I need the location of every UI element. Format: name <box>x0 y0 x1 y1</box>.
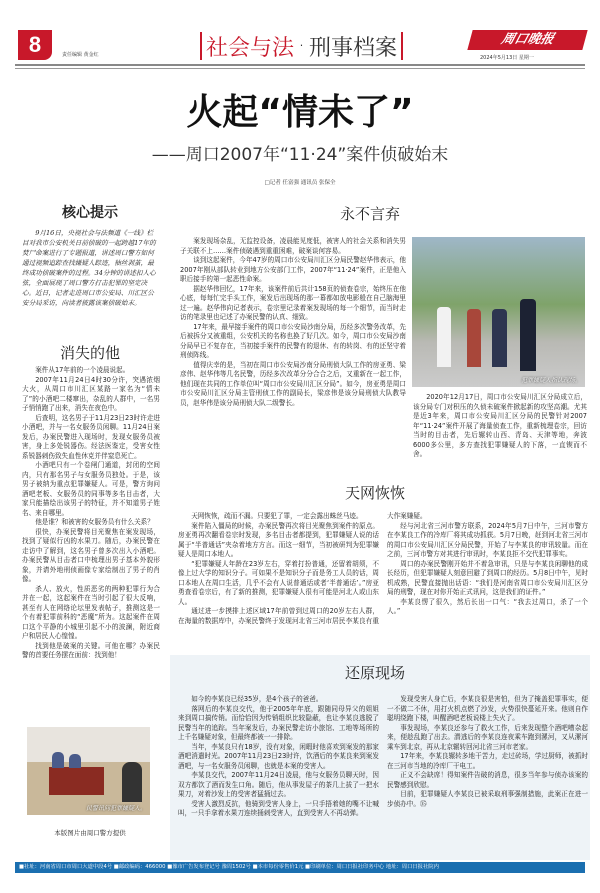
paragraph: 通过进一步摸排上述区域17年前曾到过周口的20岁左右人群，在海量的数据库中，办案民警终于发现河北省三河市居民李某良有重大作案嫌疑。 <box>178 512 427 625</box>
header-rule <box>15 68 585 69</box>
paragraph: 杀人、放火，性质恶劣的两种犯罪行为合并在一起，这起案件在当时引起了很大反响，甚至有人在网络论坛里发表帖子，推测这是一个有着犯罪前科的“恶魔”所为。这起案件在周口这个平静的小城里引起不小的波澜，附近商户和居民人心惶惶。 <box>22 584 160 640</box>
section-heading: 还原现场 <box>344 664 405 682</box>
paragraph: 事发现场，李某良还参与了救火工作，后来发现整个酒吧嘈杂起来，便趁乱跑了出去。潜逃后的李某良连夜乘车跑到漯河，又从漯河乘车到北京，再从北京辗转回河北省三河市老家。 <box>387 723 588 751</box>
interrogation-photo <box>27 727 150 815</box>
footer-bar: ■社址：河南省周口市周口大道中段4号 ■邮政编码：466000 ■豫市广告发布登记号 豫周1502号 ■本市每份零售价1元 ■印刷单位：周口日报社印务中心 地址：周口日报社院内 <box>15 862 585 873</box>
paragraph: 目前，犯罪嫌疑人李某良已被采取刑事强制措施，此案正在进一步侦办中。㉟ <box>387 790 588 808</box>
divider <box>200 32 202 60</box>
scene-photo <box>412 237 585 387</box>
section-text <box>178 512 588 642</box>
paragraph: 案件从17年前的一个凌晨说起。 <box>35 366 130 374</box>
paragraph: 经与河北省三河市警方联系，2024年5月7日中午，三河市警方在李某良工作的冷库厂将其成功抓获。5月7日晚，赶到河北省三河市的周口市公安局川汇区分局民警，开始了与李某良的审讯较量。而在之前，三河市警方对其进行审讯时，李某良拒不交代犯罪事实。 <box>387 521 588 558</box>
paragraph: 谈到这起案件，今年47岁的周口市公安局川汇区分局民警赵华伟表示，他2007年刚从部队转业到地方公安部门工作，2007年“11·24”案件，正是他入职后接手的第一起恶性命案。 <box>180 256 406 283</box>
paragraph: “犯罪嫌疑人年龄在23岁左右，穿着打扮普通，还留着胡须，不像上过大学的知识分子。可如果不是知识分子而是务工人员的话，周口本地人在周口生活，几乎不会有人说普通话或者‘半普通话’。”房亚勇查看卷宗后，有了新的推测，犯罪嫌疑人很有可能是河北人或山东人。 <box>178 559 379 606</box>
paragraph: 如今的李某良已经35岁，是4个孩子的爸爸。 <box>191 695 323 703</box>
header-rule <box>15 64 585 66</box>
paragraph: 天网恢恢，疏而不漏。只要犯了罪，一定会露出蛛丝马迹。 <box>191 512 363 520</box>
person <box>437 307 451 367</box>
section-text <box>413 393 587 460</box>
paragraph: 很快，办案民警将目光聚焦在案发现场，找到了疑似行凶的水果刀。随后，办案民警在走访中了解到，这名男子曾多次出入小酒吧。办案民警从目击者口中梳理出男子基本外貌形象，并请外地刑侦画像专家绘制出了男子的肖像。 <box>22 527 160 583</box>
section-text <box>22 366 160 661</box>
paragraph: 李某良愣了很久，然后长出一口气：“我去过周口，杀了一个人。” <box>387 597 588 615</box>
officer <box>69 754 81 768</box>
paragraph: 受害人激烈反抗，他骑到受害人身上，一只手捂着她的嘴不让喊叫，一只手拿着水果刀连续捅刺受害人，直到受害人不再动弹。 <box>178 799 379 817</box>
person <box>467 309 481 367</box>
police-officer <box>520 299 536 371</box>
section-text <box>180 237 406 408</box>
section-text <box>178 695 588 855</box>
suspect <box>122 762 142 802</box>
paragraph: 17年来，最早接手案件的周口市公安局沙南分局，历经多次警务改革，先后被拆分又被重组，公安机关的名称也换了好几次。如今，周口市公安局沙南分局早已不复存在，当初接手案件的民警有的退休、有的转岗、有的还坚守着刑侦阵线。 <box>180 322 406 359</box>
paragraph: 案件陷入僵局的时候，办案民警再次将目光聚焦到案件的原点。房亚勇再次翻看卷宗时发现，多名目击者都提到，犯罪嫌疑人说的话属于“半普通话”夹杂着地方方言。而这一细节，当初被研判为犯罪嫌疑人是周口本地人。 <box>178 521 379 558</box>
paragraph: 值得庆幸的是，当初在周口市公安局沙南分局刑侦大队工作的房亚勇、梁彦伟、赵华伟等几名民警，历经多次改革分分合合之后，又重新在一起工作，他们现在共同的工作单位叫“周口市公安局川汇区分局”。如今，房亚勇是周口市公安局川汇区分局主管刑侦工作的副局长，梁彦伟是该分局刑侦大队教导员，赵华伟是该分局刑侦大队二级警长。 <box>180 360 406 407</box>
paragraph: 落网后的李某良交代，他于2005年年底，跟随同母异父的姐姐来到周口搞传销。而恰恰因为传销组织比较隐蔽，也让李某良逃脱了民警当年的追踪。当年案发后，办案民警走访小旅馆、工地等场所的上千名嫌疑对象，但最终都被一一排除。 <box>178 704 379 741</box>
paragraph: 发现受害人身亡后，李某良很是害怕，但为了掩盖犯罪事实，便一不做二不休，用打火机点燃了沙发，火势很快蔓延开来。他则自作聪明绕跑下楼，叫醒酒吧老板说楼上失火了。 <box>387 695 588 722</box>
column-title-black: 刑事档案 <box>309 35 398 61</box>
paragraph: 周口的办案民警刚开始并不着急审讯，只是与李某良闲聊他的成长经历，但犯罪嫌疑人刻意回避了到周口的经历。5月8日中午，见时机成熟，民警直接抛出话语：“我们是河南省周口市公安局川汇区分局的刑警，现在对你开始正式讯问，这是我们的证件。” <box>387 559 588 596</box>
section-heading: 消失的他 <box>59 344 120 362</box>
section-heading: 永不言弃 <box>339 205 400 223</box>
photo-caption: 民警讯问犯罪嫌疑人。 <box>85 805 146 812</box>
officer <box>52 752 64 768</box>
paragraph: 案发现场杂乱，无监控设备，凌晨能见度低，被害人的社会关系和消失男子关联不上……案件侦破遇到重重困难，破案谈何容易。 <box>180 237 406 255</box>
section-heading: 天网恢恢 <box>344 484 405 502</box>
paragraph: 据赵华伟回忆，17年来，该案件前后共计158页的侦查卷宗，始终压在他心底，每每忙完手头工作，案发后出现场的那一幕都如放电影般在自己脑海里过一遍。赵华伟向记者表示，卷宗里记录着案发现场的每一个细节，而当时走访的笔录里也记述了办案民警的认真、细致。 <box>180 284 406 321</box>
key-hint-heading: 核心提示 <box>62 205 118 221</box>
column-title <box>200 30 403 62</box>
paragraph: 9月16日，央视社会与法频道《一线》栏目对我市公安机关日前侦破的一起跨越17年的焚尸命案进行了专题报道，讲述周口警方如何通过视频追踪查找嫌疑人踪迹，抽丝剥茧，最终成功侦破案件的过程。34分钟的讲述扣人心弦，全面展现了周口警方打击犯罪的坚定决心。近日，记者走进周口市公安局、川汇区公安分局采访，向读者披露该案侦破始末。 <box>22 229 156 307</box>
paper-logo: 周口晚报 <box>467 30 587 50</box>
paragraph: 他是谁？和被害的女服务员有什么关系？ <box>35 518 154 526</box>
paragraph: 2020年12月17日，周口市公安局川汇区分局成立后，该分局专门对积压的久侦未破案件掀起新的攻坚高潮。尤其是近3年来，周口市公安局川汇区分局的民警针对2007年“11·24”案件开展了海量侦查工作，重新梳理卷宗，回访当时的目击者，先后辗转山西、青岛、天津等地，奔波6000多公里，多方查找犯罪嫌疑人的下落，一直锲而不舍。 <box>413 393 587 458</box>
column-title-red: 社会与法 <box>206 35 295 61</box>
byline: □记者 任富强 通讯员 张保全 <box>264 180 336 186</box>
editor-credit: 责任编辑 黄金红 <box>62 52 99 58</box>
paragraph: 小酒吧只有一个卷闸门通道，封闭的空间内，只有那名男子与女服务员独处。于是，该男子被纳为重点犯罪嫌疑人。可是，警方询问酒吧老板、女服务员的同事等多名目击者，大家只能描绘出该男子的特征，并不知道男子姓名、来自哪里。 <box>22 461 160 517</box>
photo-caption: 犯罪嫌疑人指认现场。 <box>520 377 581 384</box>
column-separator: · <box>298 33 306 59</box>
issue-date: 2024年5月13日 星期一 <box>480 55 534 61</box>
person <box>492 309 507 367</box>
paragraph: 找到他是破案的关键。可他在哪？办案民警的首要任务摆在面前：找到他！ <box>22 641 160 659</box>
article-subtitle: ——周口2007年“11·24”案件侦破始末 <box>151 145 449 165</box>
paragraph: 2007年11月24日4时30分许，突遇浓烟大火，从周口市川汇区某路一家名为“情未了”的小酒吧二楼窜出，杂乱的人群中，一名男子悄悄跑了出来，消失在夜色中。 <box>22 375 160 412</box>
paragraph: 正义不会缺席！得知案件告破的消息，很多当年参与侦办该案的民警感到欣慰。 <box>387 771 588 789</box>
paragraph: 后查明，这名男子于11月23日23时许走进小酒吧，并与一名女服务员闲聊。11月24日案发后，办案民警进入现场时，发现女服务员被害，身上多处锐器伤。经法医鉴定，受害女性系锐器刺伤致失血性休克并伴窒息死亡。 <box>22 413 160 460</box>
paragraph: 李某良交代，2007年11月24日凌晨，他与女服务员聊天时，因双方都饮了酒而发生口角。随后，他从事发屋子的茶几上拔了一把水果刀，对着沙发上的受害者猛捅过去。 <box>178 771 379 798</box>
key-hint-text <box>22 228 158 308</box>
divider <box>401 32 403 60</box>
desk <box>49 767 104 795</box>
photo-credit: 本版图片由周口警方提供 <box>54 829 126 837</box>
paragraph: 17年来，李某良辗转多地干苦力，走过砖场，学过厨师，被抓时在三河市当地的冷库厂干电工。 <box>387 752 588 770</box>
page-number: 8 <box>18 30 52 60</box>
paragraph: 当年，李某良只有18岁，没有对象，闲暇时他喜欢到案发的那家酒吧消遣时光。2007年11月23日23时许，饮酒后的李某良来到案发酒吧，与一名女服务员闲聊，也就是本案的受害人。 <box>178 742 379 770</box>
article-title: 火起“情未了” <box>186 92 414 133</box>
